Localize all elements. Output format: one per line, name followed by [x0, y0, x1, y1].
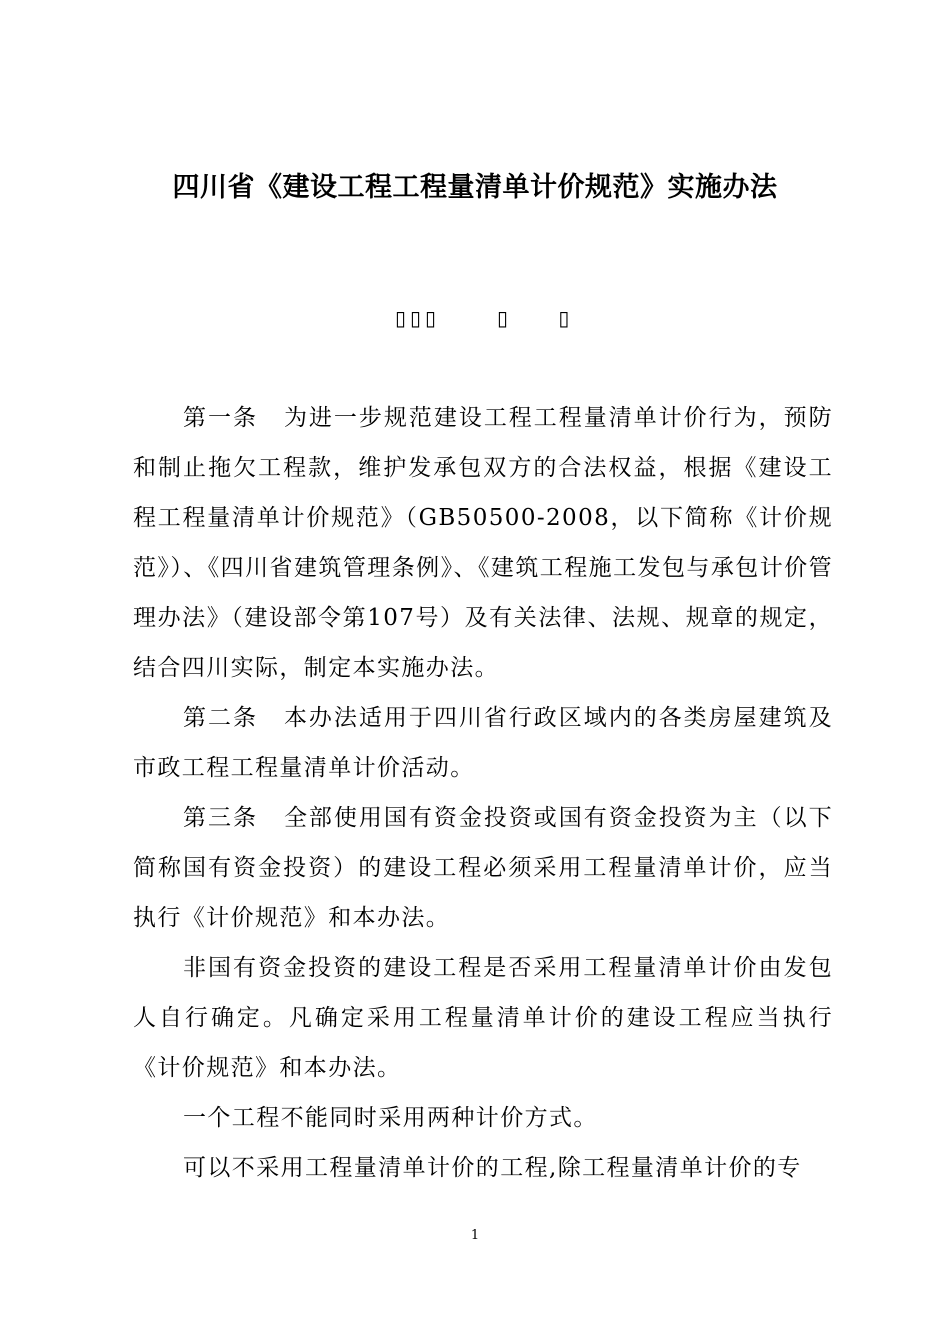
page-number: 1 — [470, 1228, 480, 1243]
document-body — [133, 393, 833, 1193]
article-2-paragraph — [133, 693, 833, 793]
paragraph — [133, 1143, 833, 1193]
chapter-heading-left: ▯▯▯ — [395, 306, 441, 330]
article-label: 第二条 — [183, 705, 258, 731]
chapter-heading-right: ▯ ▯ — [497, 306, 592, 330]
chapter-heading — [0, 298, 950, 338]
document-title: 四川省《建设工程工程量清单计价规范》实施办法 — [172, 172, 778, 203]
paragraph — [133, 943, 833, 1093]
paragraph-text: 本办法适用于四川省行政区域内的各类房屋建筑及市政工程工程量清单计价活动。 — [133, 705, 833, 781]
paragraph-text: 非国有资金投资的建设工程是否采用工程量清单计价由发包人自行确定。凡确定采用工程量清单计价的建设工程应当执行《计价规范》和本办法。 — [133, 955, 833, 1081]
article-1-paragraph — [133, 393, 833, 693]
paragraph-text: 全部使用国有资金投资或国有资金投资为主（以下简称国有资金投资）的建设工程必须采用工程量清单计价，应当执行《计价规范》和本办法。 — [133, 805, 833, 931]
article-label: 第一条 — [183, 405, 258, 431]
paragraph-text: 一个工程不能同时采用两种计价方式。 — [183, 1105, 598, 1131]
paragraph-text: 为进一步规范建设工程工程量清单计价行为，预防和制止拖欠工程款，维护发承包双方的合法权益，根据《建设工程工程量清单计价规范》（GB50500-2008，以下简称《计价规范》）、《四川省建筑管理条例》、《建筑工程施工发包与承包计价管理办法》（建设部令第107号）及有关法律、法规、规章的规定，结合四川实际，制定本实施办法。 — [133, 405, 833, 681]
paragraph-text: 可以不采用工程量清单计价的工程,除工程量清单计价的专 — [183, 1155, 802, 1181]
article-3-paragraph — [133, 793, 833, 943]
article-label: 第三条 — [183, 805, 258, 831]
paragraph — [133, 1093, 833, 1143]
